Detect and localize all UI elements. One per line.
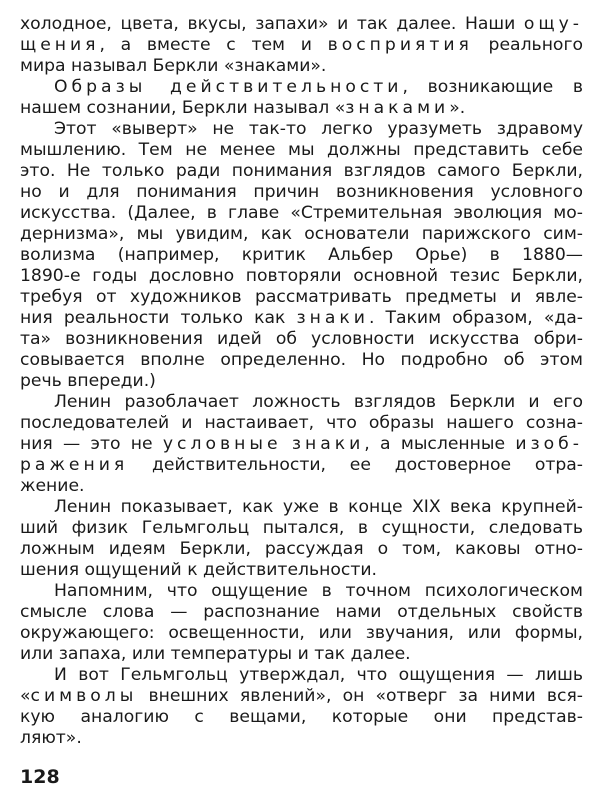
paragraph-first-line <box>20 665 583 686</box>
paragraph-first-line <box>20 497 583 518</box>
text-line <box>20 140 583 161</box>
text-line <box>20 644 583 665</box>
text-run: , возникающие в <box>402 77 583 97</box>
text-run: Напомним, что ощущение в точном психологическом <box>54 581 583 601</box>
text-run: . Таким образом, «да- <box>368 308 583 328</box>
text-line <box>20 413 583 434</box>
spaced-emphasis-text: знаками <box>345 98 450 118</box>
text-line <box>20 161 583 182</box>
paragraph-first-line <box>20 119 583 140</box>
text-line <box>20 686 583 707</box>
text-run: ния — это не <box>20 434 163 454</box>
text-run: ложным идеям Беркли, рассуждая о том, каковы отно- <box>20 539 583 559</box>
text-line <box>20 245 583 266</box>
text-run: окружающего: освещенности, или звучания, или формы, <box>20 623 583 643</box>
paragraph-first-line <box>20 77 583 98</box>
text-run: волизма (например, критик Альбер Орье) в 1880— <box>20 245 583 265</box>
text-run: « <box>20 686 31 706</box>
text-line <box>20 224 583 245</box>
spaced-emphasis-text: ражения <box>20 455 129 475</box>
text-run: шения ощущений к действительности. <box>20 560 377 580</box>
text-run: кую аналогию с вещами, которые они представ- <box>20 707 583 727</box>
text-run: Ленин показывает, как уже в конце XIX века крупней- <box>54 497 583 517</box>
text-line <box>20 560 583 581</box>
text-line <box>20 287 583 308</box>
text-run: холодное, цвета, вкусы, запахи» и так далее. Наши <box>20 14 524 34</box>
text-line <box>20 518 583 539</box>
text-line <box>20 371 583 392</box>
text-run: та» возникновения идей об условности искусства обри- <box>20 329 583 349</box>
text-run: совывается вполне определенно. Но подробно об этом <box>20 350 583 370</box>
spaced-emphasis-text: знаки <box>291 434 365 454</box>
text-line <box>20 350 583 371</box>
text-run: смысле слова — распознание нами отдельных свойств <box>20 602 583 622</box>
text-line <box>20 203 583 224</box>
text-run: Этот «выверт» не так-то легко уразуметь здравому <box>54 119 583 139</box>
text-run: Ленин разоблачает ложность взглядов Беркли и его <box>54 392 583 412</box>
text-run: речь впереди.) <box>20 371 156 391</box>
spaced-emphasis-text: восприятия <box>327 35 473 55</box>
text-line <box>20 539 583 560</box>
text-line <box>20 56 583 77</box>
text-run: ния реальности только как <box>20 308 297 328</box>
text-run: , а вместе с тем и <box>99 35 328 55</box>
text-run: внешних явлений», он «отверг за ними вся- <box>137 686 583 706</box>
text-run: искусства. (Далее, в главе «Стремительная эволюция мо- <box>20 203 583 223</box>
text-run: жение. <box>20 476 85 496</box>
text-run: ший физик Гельмгольц пытался, в сущности, следовать <box>20 518 583 538</box>
text-run: нашем сознании, Беркли называл « <box>20 98 346 118</box>
text-run: , а мысленные <box>364 434 516 454</box>
spaced-emphasis-text: Образы действительности <box>54 77 403 97</box>
text-line <box>20 35 583 56</box>
text-line <box>20 455 583 476</box>
text-run: ». <box>449 98 466 118</box>
text-line <box>20 308 583 329</box>
page-number: 128 <box>20 766 60 788</box>
text-line <box>20 623 583 644</box>
paragraph-first-line <box>20 392 583 413</box>
spaced-emphasis-text: условные <box>162 434 282 454</box>
text-run: мира называл Беркли «знаками». <box>20 56 327 76</box>
text-run: И вот Гельмгольц утверждал, что ощущения — лишь <box>54 665 583 685</box>
text-line <box>20 266 583 287</box>
spaced-emphasis-text: символы <box>30 686 138 706</box>
text-run: дернизма», мы увидим, как основатели парижского сим- <box>20 224 583 244</box>
text-line <box>20 329 583 350</box>
spaced-emphasis-text: знаки <box>296 308 369 328</box>
text-line <box>20 602 583 623</box>
text-run <box>282 434 292 454</box>
text-run: реального <box>472 35 583 55</box>
spaced-emphasis-text: ощу- <box>523 14 583 34</box>
text-line <box>20 98 583 119</box>
text-run: последователей и настаивает, что образы нашего созна- <box>20 413 583 433</box>
text-line <box>20 476 583 497</box>
text-run: требуя от художников рассматривать предметы и явле- <box>20 287 583 307</box>
paragraph-first-line <box>20 581 583 602</box>
text-run: но и для понимания причин возникновения условного <box>20 182 583 202</box>
spaced-emphasis-text: щения <box>20 35 100 55</box>
text-line <box>20 707 583 728</box>
page-text <box>20 14 583 749</box>
spaced-emphasis-text: изоб- <box>515 434 583 454</box>
text-run: мышлению. Тем не менее мы должны представить себе <box>20 140 583 160</box>
text-run: 1890-е годы дословно повторяли основной тезис Беркли, <box>20 266 583 286</box>
text-run: ляют». <box>20 728 82 748</box>
text-run: или запаха, или температуры и так далее. <box>20 644 411 664</box>
text-line <box>20 728 583 749</box>
text-run: действительности, ее достоверное отра- <box>128 455 583 475</box>
text-line <box>20 14 583 35</box>
text-run: это. Не только ради понимания взглядов самого Беркли, <box>20 161 583 181</box>
text-line <box>20 434 583 455</box>
text-line <box>20 182 583 203</box>
